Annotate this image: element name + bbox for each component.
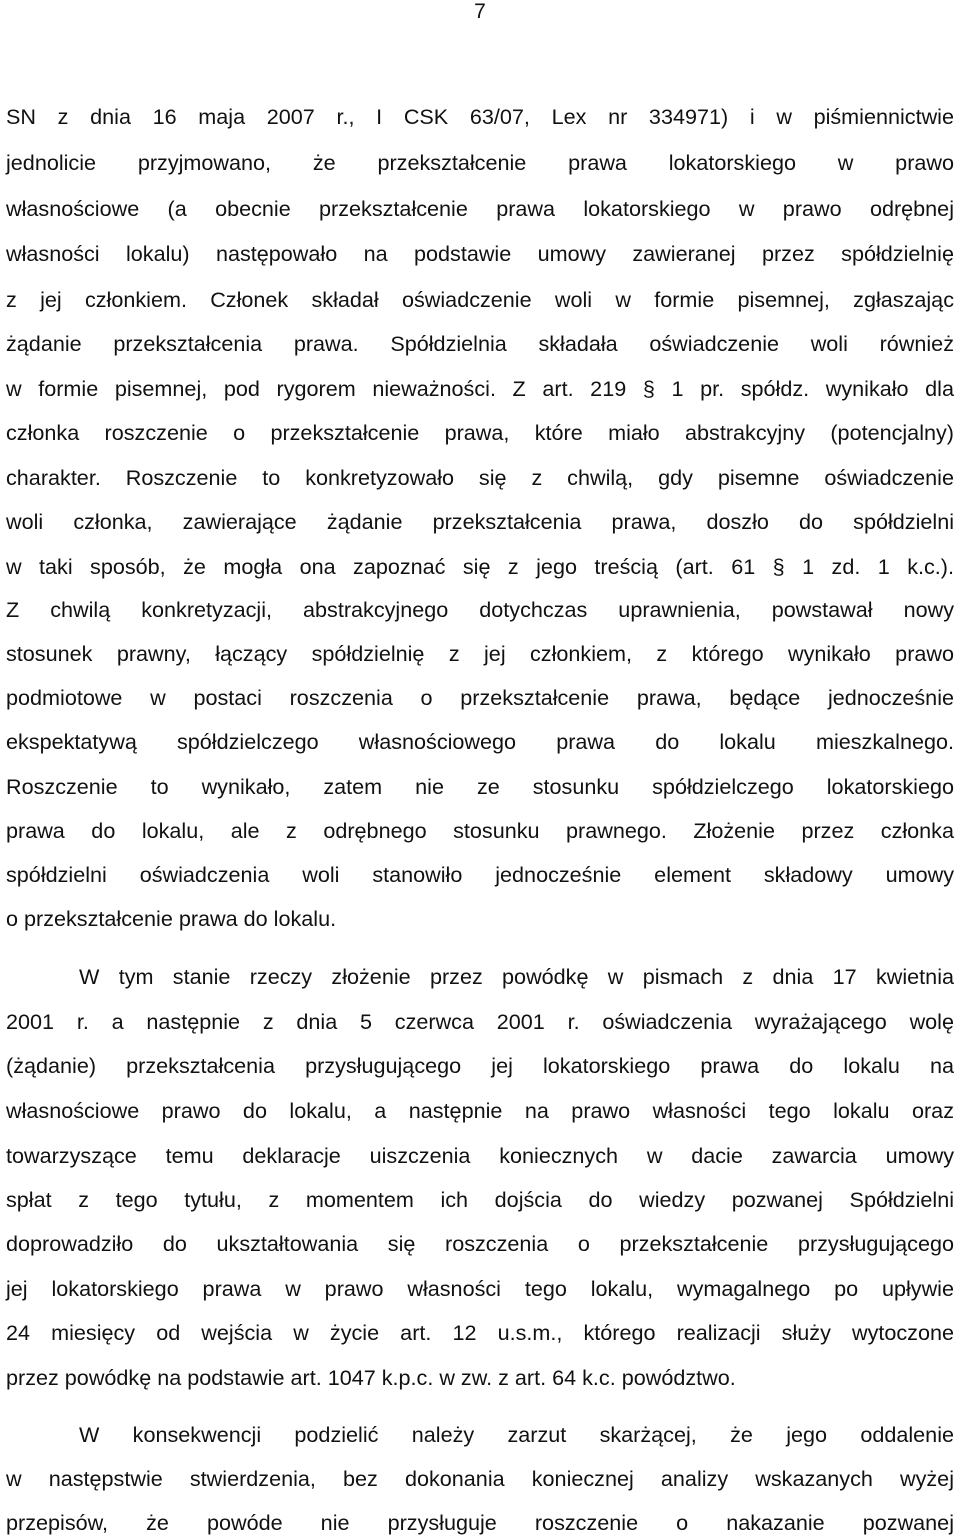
- text-line: prawa do lokalu, ale z odrębnego stosunku prawnego. Złożenie przez członka: [6, 818, 954, 843]
- text-line: przez powódkę na podstawie art. 1047 k.p.c. w zw. z art. 64 k.c. powództwo.: [6, 1365, 736, 1390]
- text-line: spółdzielni oświadczenia woli stanowiło jednocześnie element składowy umowy: [6, 862, 954, 887]
- text-line: w taki sposób, że mogła ona zapoznać się z jego treścią (art. 61 § 1 zd. 1 k.c.).: [6, 554, 954, 579]
- text-line: W konsekwencji podzielić należy zarzut skarżącej, że jego oddalenie: [79, 1422, 954, 1447]
- text-line: W tym stanie rzeczy złożenie przez powódkę w pismach z dnia 17 kwietnia: [79, 964, 954, 989]
- text-line: jej lokatorskiego prawa w prawo własności tego lokalu, wymagalnego po upływie: [6, 1276, 954, 1301]
- text-line: w następstwie stwierdzenia, bez dokonania koniecznej analizy wskazanych wyżej: [6, 1466, 954, 1491]
- text-line: 2001 r. a następnie z dnia 5 czerwca 2001 r. oświadczenia wyrażającego wolę: [6, 1009, 954, 1034]
- text-line: własnościowe (a obecnie przekształcenie prawa lokatorskiego w prawo odrębnej: [6, 196, 954, 221]
- text-line: z jej członkiem. Członek składał oświadczenie woli w formie pisemnej, zgłaszając: [6, 287, 954, 312]
- text-line: towarzyszące temu deklaracje uiszczenia koniecznych w dacie zawarcia umowy: [6, 1143, 954, 1168]
- text-line: 24 miesięcy od wejścia w życie art. 12 u.s.m., którego realizacji służy wytoczone: [6, 1320, 954, 1345]
- text-line: własności lokalu) następowało na podstawie umowy zawieranej przez spółdzielnię: [6, 241, 954, 266]
- text-line: stosunek prawny, łączący spółdzielnię z jej członkiem, z którego wynikało prawo: [6, 641, 954, 666]
- page-number: 7: [474, 0, 486, 23]
- text-line: przepisów, że powóde nie przysługuje roszczenie o nakazanie pozwanej: [6, 1510, 954, 1535]
- text-line: własnościowe prawo do lokalu, a następnie na prawo własności tego lokalu oraz: [6, 1098, 954, 1123]
- text-line: Roszczenie to wynikało, zatem nie ze stosunku spółdzielczego lokatorskiego: [6, 774, 954, 799]
- text-line: spłat z tego tytułu, z momentem ich dojścia do wiedzy pozwanej Spółdzielni: [6, 1187, 954, 1212]
- text-line: SN z dnia 16 maja 2007 r., I CSK 63/07, Lex nr 334971) i w piśmiennictwie: [6, 104, 954, 129]
- text-line: woli członka, zawierające żądanie przekształcenia prawa, doszło do spółdzielni: [6, 509, 954, 534]
- text-line: ekspektatywą spółdzielczego własnościowego prawa do lokalu mieszkalnego.: [6, 729, 954, 754]
- text-line: w formie pisemnej, pod rygorem nieważności. Z art. 219 § 1 pr. spółdz. wynikało dla: [6, 376, 954, 401]
- text-line: doprowadziło do ukształtowania się roszczenia o przekształcenie przysługującego: [6, 1231, 954, 1256]
- text-line: członka roszczenie o przekształcenie prawa, które miało abstrakcyjny (potencjalny): [6, 420, 954, 445]
- text-line: o przekształcenie prawa do lokalu.: [6, 906, 337, 931]
- text-line: Z chwilą konkretyzacji, abstrakcyjnego dotychczas uprawnienia, powstawał nowy: [6, 597, 954, 622]
- text-line: charakter. Roszczenie to konkretyzowało się z chwilą, gdy pisemne oświadczenie: [6, 465, 954, 490]
- text-line: podmiotowe w postaci roszczenia o przekształcenie prawa, będące jednocześnie: [6, 685, 954, 710]
- text-line: jednolicie przyjmowano, że przekształcenie prawa lokatorskiego w prawo: [6, 150, 954, 175]
- text-line: (żądanie) przekształcenia przysługującego jej lokatorskiego prawa do lokalu na: [6, 1053, 954, 1078]
- text-line: żądanie przekształcenia prawa. Spółdzielnia składała oświadczenie woli również: [6, 331, 954, 356]
